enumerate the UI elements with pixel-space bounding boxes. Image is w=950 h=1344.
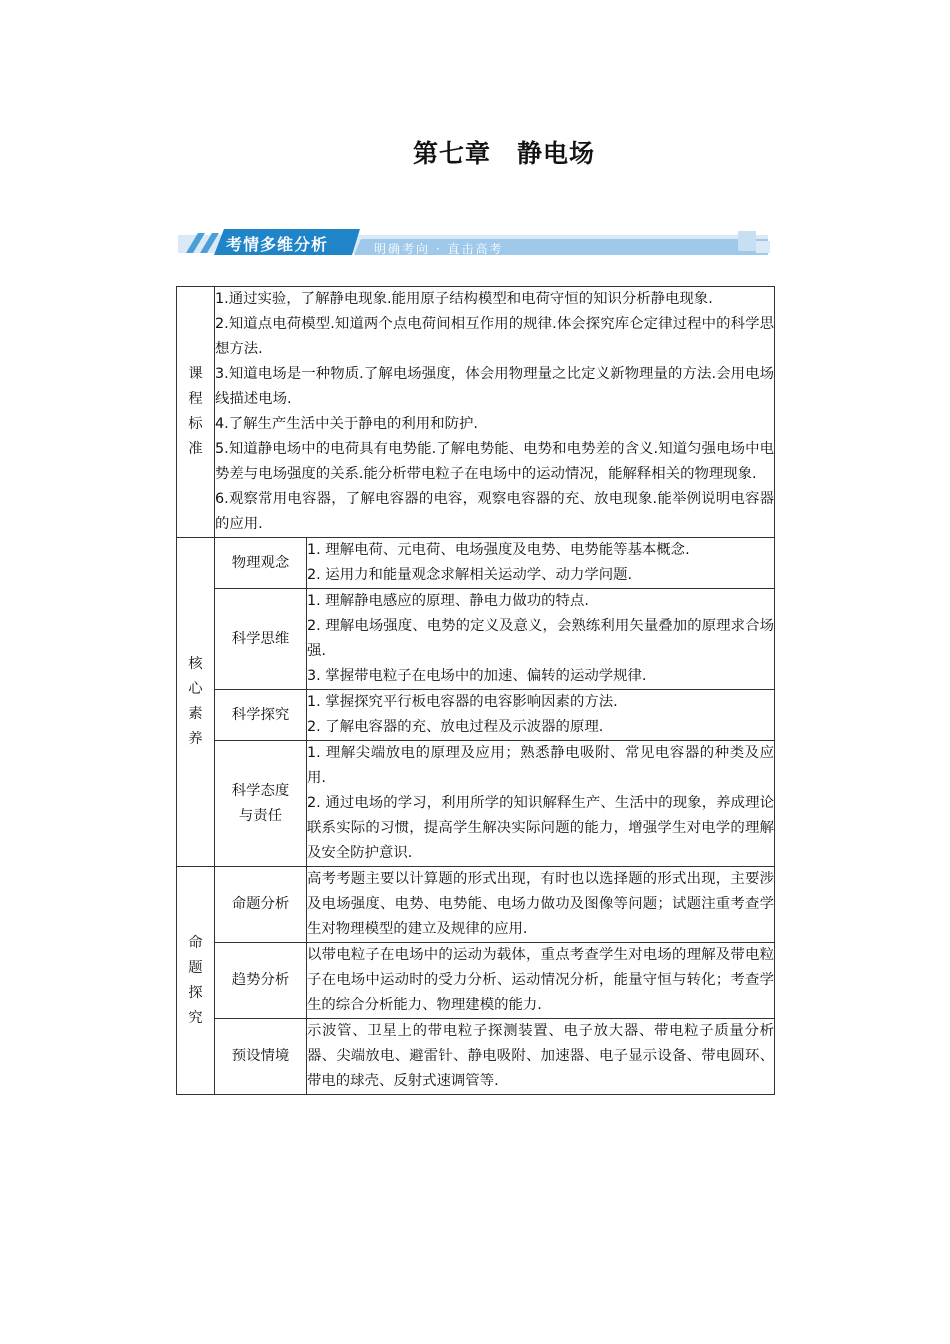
core-literacy-label: 核 心 素 养 [177,538,215,867]
list-item: 1. 理解静电感应的原理、静电力做功的特点. [307,593,589,609]
scientific-thinking-label: 科学思维 [215,589,307,690]
list-item: 4.了解生产生活中关于静电的利用和防护. [215,416,478,432]
proposition-analysis-label: 命题分析 [215,867,307,943]
overview-table [176,286,775,1095]
banner-title: 考情多维分析 [226,235,329,254]
list-item: 3.知道电场是一种物质.了解电场强度，体会用物理量之比定义新物理量的方法.会用电场线描述电场. [215,366,774,407]
list-item: 2. 通过电场的学习，利用所学的知识解释生产、生活中的现象，养成理论联系实际的习惯，提高学生解决实际问题的能力，增强学生对电学的理解及安全防护意识. [307,795,774,861]
table-row [177,538,775,589]
physics-concept-label: 物理观念 [215,538,307,589]
list-item: 1. 理解电荷、元电荷、电场强度及电势、电势能等基本概念. [307,542,690,558]
scientific-attitude-content [307,741,775,867]
scientific-thinking-content [307,589,775,690]
section-banner [178,229,772,259]
scientific-inquiry-label: 科学探究 [215,690,307,741]
trend-analysis-content: 以带电粒子在电场中的运动为载体，重点考查学生对电场的理解及带电粒子在电场中运动时的受力分析、运动情况分析，能量守恒与转化；考查学生的综合分析能力、物理建模的能力. [307,943,775,1019]
scientific-attitude-label: 科学态度 与责任 [215,741,307,867]
list-item: 5.知道静电场中的电荷具有电势能.了解电势能、电势和电势差的含义.知道匀强电场中电势差与电场强度的关系.能分析带电粒子在电场中的运动情况，能解释相关的物理现象. [215,441,774,482]
table-row [177,589,775,690]
preset-scenario-label: 预设情境 [215,1019,307,1095]
list-item: 2.知道点电荷模型.知道两个点电荷间相互作用的规律.体会探究库仑定律过程中的科学思想方法. [215,316,774,357]
scientific-inquiry-content [307,690,775,741]
list-item: 3. 掌握带电粒子在电场中的加速、偏转的运动学规律. [307,668,647,684]
list-item: 1. 理解尖端放电的原理及应用；熟悉静电吸附、常见电容器的种类及应用. [307,745,774,786]
list-item: 2. 运用力和能量观念求解相关运动学、动力学问题. [307,567,633,583]
course-standard-row [177,287,775,538]
list-item: 2. 理解电场强度、电势的定义及意义，会熟练利用矢量叠加的原理求合场强. [307,618,774,659]
course-standard-content [215,287,775,538]
proposition-analysis-content: 高考考题主要以计算题的形式出现，有时也以选择题的形式出现，主要涉及电场强度、电势、电势能、电场力做功及图像等问题；试题注重考查学生对物理模型的建立及规律的应用. [307,867,775,943]
table-row [177,690,775,741]
table-row [177,1019,775,1095]
table-row [177,741,775,867]
trend-analysis-label: 趋势分析 [215,943,307,1019]
table-row [177,943,775,1019]
course-standard-label: 课 程 标 准 [177,287,215,538]
table-row [177,867,775,943]
list-item: 1. 掌握探究平行板电容器的电容影响因素的方法. [307,694,618,710]
list-item: 6.观察常用电容器，了解电容器的电容，观察电容器的充、放电现象.能举例说明电容器的应用. [215,491,774,532]
physics-concept-content [307,538,775,589]
banner-subtitle: 明确考向 · 直击高考 [374,242,504,256]
list-item: 1.通过实验，了解静电现象.能用原子结构模型和电荷守恒的知识分析静电现象. [215,291,713,307]
preset-scenario-content: 示波管、卫星上的带电粒子探测装置、电子放大器、带电粒子质量分析器、尖端放电、避雷针、静电吸附、加速器、电子显示设备、带电圆环、带电的球壳、反射式速调管等. [307,1019,775,1095]
chapter-title: 第七章 静电场 [412,139,595,168]
exam-exploration-label: 命 题 探 究 [177,867,215,1095]
list-item: 2. 了解电容器的充、放电过程及示波器的原理. [307,719,604,735]
